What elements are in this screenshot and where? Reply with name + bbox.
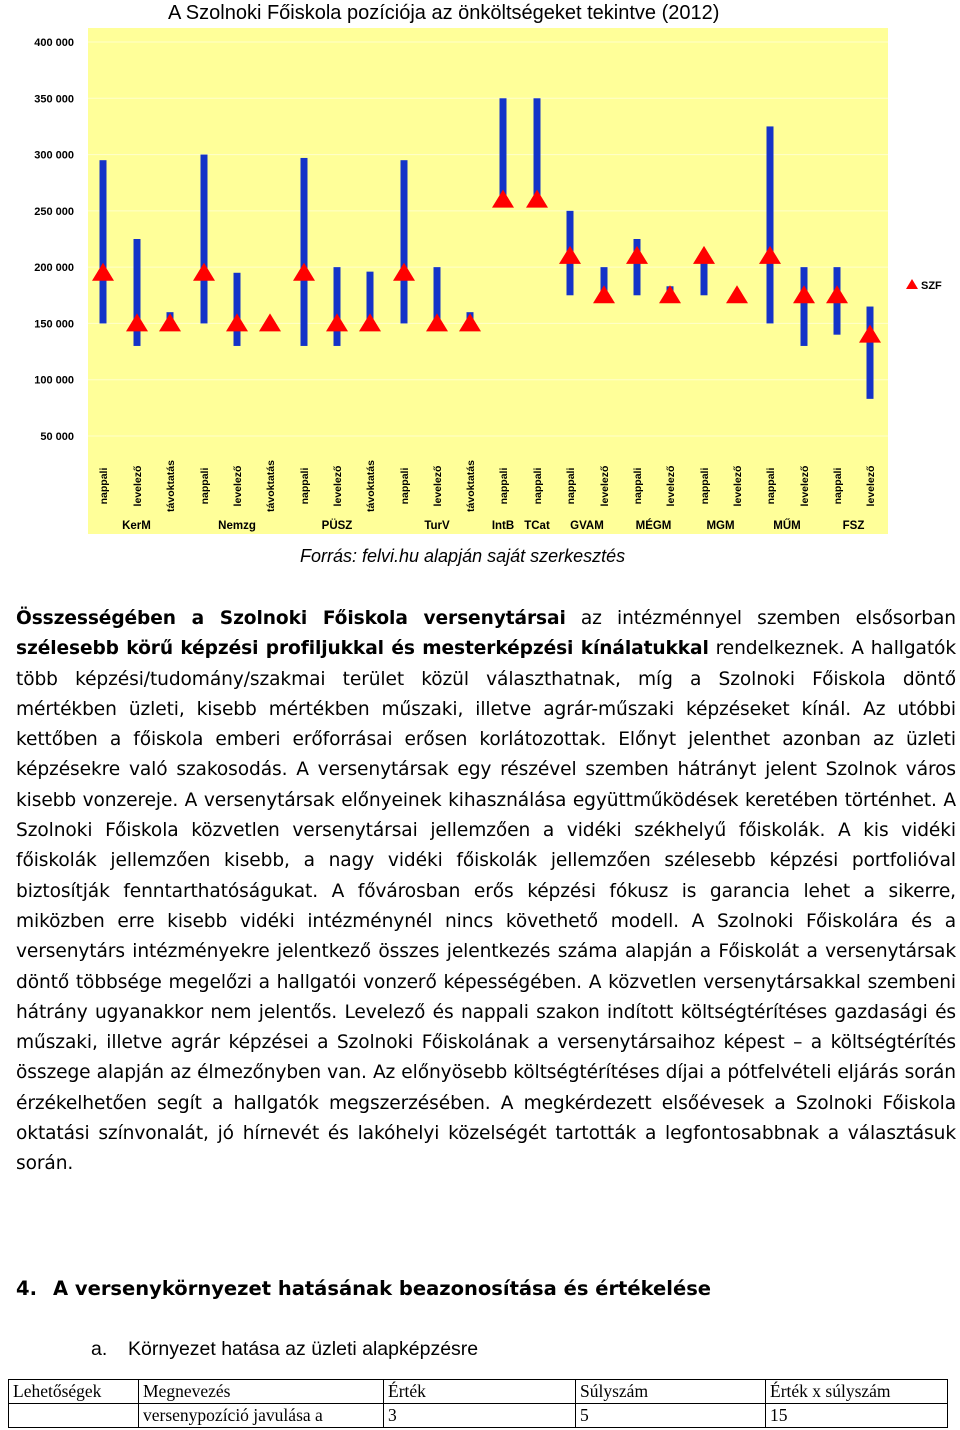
group-label: KerM bbox=[122, 520, 151, 532]
y-tick-label: 300 000 bbox=[34, 149, 74, 162]
group-label: MŰM bbox=[773, 520, 801, 532]
range-bar bbox=[201, 155, 208, 324]
source-note: Forrás: felvi.hu alapján saját szerkesztés bbox=[300, 546, 626, 566]
y-tick-label: 50 000 bbox=[40, 431, 74, 443]
text-segment: az intézménnyel szemben elsősorban bbox=[565, 608, 956, 629]
category-label: levelező bbox=[132, 465, 144, 507]
chart-title: A Szolnoki Főiskola pozíciója az önköltségeket tekintve (2012) bbox=[168, 2, 720, 24]
bold-phrase-profile: szélesebb körű képzési profiljukkal és mesterképzési kínálatukkal bbox=[16, 638, 709, 660]
legend-marker bbox=[906, 279, 918, 289]
table-cell: 3 bbox=[384, 1404, 576, 1428]
category-label: nappali bbox=[565, 467, 577, 505]
category-label: távoktatás bbox=[265, 460, 277, 512]
category-label: nappali bbox=[632, 467, 644, 505]
opportunities-table bbox=[8, 1379, 948, 1428]
range-bar bbox=[867, 307, 874, 399]
range-bar bbox=[401, 160, 408, 323]
category-label: távoktatás bbox=[365, 460, 377, 512]
group-label: IntB bbox=[491, 520, 515, 532]
bold-phrase-competitors: Összességében a Szolnoki Főiskola versenytársai bbox=[16, 608, 566, 629]
category-label: nappali bbox=[498, 467, 510, 505]
group-label: MÉGM bbox=[635, 520, 672, 532]
header-cell: Érték x súlyszám bbox=[766, 1380, 948, 1404]
section-heading bbox=[16, 1277, 711, 1300]
table-cell: versenypozíció javulása a bbox=[139, 1404, 384, 1428]
group-label: TurV bbox=[424, 520, 450, 532]
category-label: levelező bbox=[599, 465, 611, 507]
subsection-number: a. bbox=[91, 1338, 108, 1360]
body-paragraph bbox=[16, 604, 956, 1180]
category-label: nappali bbox=[199, 467, 211, 505]
table-cell bbox=[9, 1404, 139, 1428]
legend-label: SZF bbox=[921, 280, 942, 292]
table-cell: 5 bbox=[576, 1404, 766, 1428]
category-label: nappali bbox=[765, 467, 777, 505]
category-label: levelező bbox=[732, 465, 744, 507]
range-bar bbox=[100, 160, 107, 323]
y-tick-label: 400 000 bbox=[34, 37, 74, 49]
category-label: nappali bbox=[532, 467, 544, 505]
range-bar bbox=[534, 98, 541, 199]
group-label: TCat bbox=[524, 520, 550, 532]
header-cell: Megnevezés bbox=[139, 1380, 384, 1404]
y-tick-label: 200 000 bbox=[34, 262, 74, 275]
category-label: nappali bbox=[399, 467, 411, 505]
table-header-row bbox=[9, 1380, 948, 1404]
range-bar bbox=[334, 267, 341, 346]
y-tick-label: 350 000 bbox=[34, 93, 74, 106]
subsection-heading bbox=[91, 1338, 478, 1361]
group-label: MGM bbox=[706, 520, 735, 532]
category-label: nappali bbox=[299, 467, 311, 505]
range-bar bbox=[301, 158, 308, 346]
header-cell: Érték bbox=[384, 1380, 576, 1404]
category-label: levelező bbox=[332, 465, 344, 507]
category-label: távoktatás bbox=[165, 460, 177, 512]
category-label: nappali bbox=[98, 467, 110, 505]
header-cell: Súlyszám bbox=[576, 1380, 766, 1404]
category-label: nappali bbox=[699, 467, 711, 505]
table-row bbox=[9, 1404, 948, 1428]
category-label: távoktatás bbox=[465, 460, 477, 512]
subsection-title: Környezet hatása az üzleti alapképzésre bbox=[128, 1338, 479, 1360]
category-label: levelező bbox=[799, 465, 811, 507]
chart bbox=[0, 28, 960, 540]
section-title: A versenykörnyezet hatásának beazonosítása és értékelése bbox=[53, 1277, 712, 1300]
category-label: nappali bbox=[832, 467, 844, 505]
y-tick-label: 150 000 bbox=[34, 318, 74, 331]
table-cell: 15 bbox=[766, 1404, 948, 1428]
group-label: FSZ bbox=[842, 520, 865, 532]
range-bar bbox=[234, 273, 241, 346]
range-bar bbox=[500, 98, 507, 199]
text-segment: A hallgatók több képzési/tudomány/szakmai terület közül választhatnak, míg a Szolnoki Főiskola döntő mértékben üzleti, kisebb mértékben műszaki, illetve agrár-műszaki képzéseket kínál. Az utóbbi kettőben a főiskola emberi erőforrásai erősen korlátozottak. Előnyt jelenthet azonban az üzleti képzésekre való szakosodás. A versenytársak egy részével szemben hátrányt jelent Szolnok város kisebb vonzereje. A versenytársak előnyeinek kihasználása együttműködések keretében történhet. A Szolnoki Főiskola közvetlen versenytársai jellemzően a vidéki székhelyű főiskolák. A kis vidéki főiskolák jellemzően kisebb, a nagy vidéki főiskolák jellemzően szélesebb képzési portfolióval biztosítják fenntarthatóságukat. A fővárosban erős képzési fókusz is garancia lehet a sikerre, miközben erre kisebb vidéki intézménynél nincs követhető modell. A Szolnoki Főiskolára és a versenytárs intézményekre jelentkező összes jelentkezés száma alapján a Főiskolát a versenytársak döntő többsége megelőzi a hallgatói vonzerő képességében. A közvetlen versenytársakkal szembeni hátrány ugyanakkor nem jelentős. Levelező és nappali szakon indított költségtérítéses gazdasági és műszaki, illetve agrár képzései a Szolnoki Főiskolának a versenytársaihoz képest – a költségtérítés összege alapján az élmezőnyben van. Az előnyösebb költségtérítéses díjai a pótfelvételi eljárás során érzékelhetően segít a hallgatók megszerzésében. A megkérdezett elsőévesek a Szolnoki Főiskola oktatási színvonalát, jó hírnevét és lakóhelyi közelségét tartották a legfontosabbnak a választásuk során. bbox=[16, 638, 956, 1175]
category-label: levelező bbox=[432, 465, 444, 507]
group-label: Nemzg bbox=[218, 520, 256, 532]
section-number: 4. bbox=[16, 1277, 37, 1300]
y-tick-label: 250 000 bbox=[34, 205, 74, 218]
group-label: GVAM bbox=[570, 520, 604, 532]
range-bar bbox=[801, 267, 808, 346]
group-label: PÜSZ bbox=[321, 520, 353, 532]
text-segment: rendelkeznek. bbox=[708, 638, 845, 660]
category-label: levelező bbox=[665, 465, 677, 507]
category-label: levelező bbox=[865, 465, 877, 507]
y-tick-label: 100 000 bbox=[34, 374, 74, 387]
range-bar bbox=[767, 126, 774, 323]
header-cell: Lehetőségek bbox=[9, 1380, 139, 1404]
category-label: levelező bbox=[232, 465, 244, 507]
